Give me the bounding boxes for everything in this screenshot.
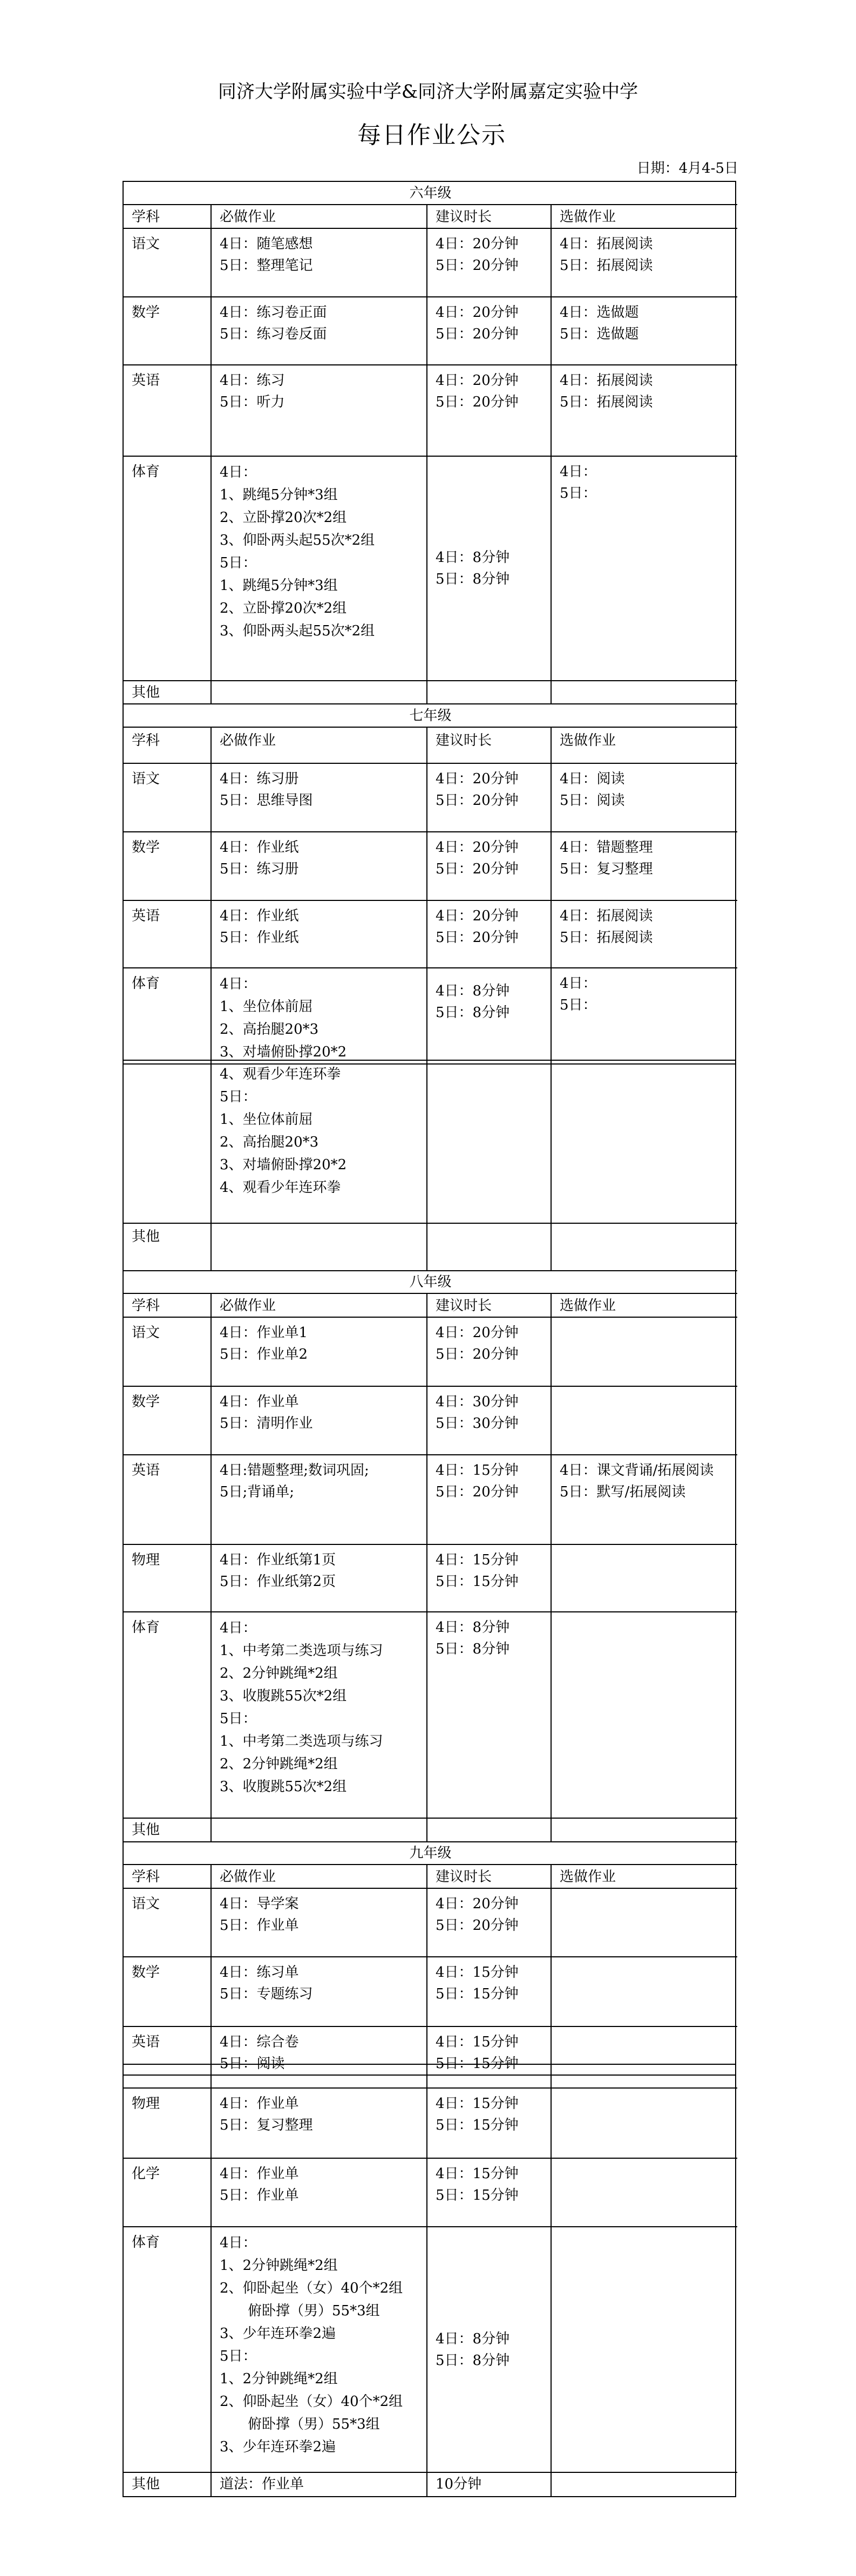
col-subject: 学科 — [124, 1865, 211, 1888]
homework-table-page-3 — [123, 2064, 736, 2497]
optional-cell — [551, 2472, 737, 2496]
required-cell: 4日：作业纸第1页 5日：作业纸第2页 — [211, 1544, 427, 1612]
required-cell: 4日： 1、2分钟跳绳*2组 2、仰卧起坐（女）40个*2组 俯卧撑（男）55*3组 3、少年连环拳2遍 5日： 1、2分钟跳绳*2组 2、仰卧起坐（女）40个*2组 俯卧撑（男）55*3组 3、少年连环拳2遍 — [211, 2227, 427, 2472]
col-optional: 选做作业 — [551, 1293, 737, 1317]
subject-cell: 英语 — [124, 1455, 211, 1544]
subject-cell: 数学 — [124, 297, 211, 365]
required-cell: 4日： 1、坐位体前屈 2、高抬腿20*3 3、对墙俯卧撑20*2 — [211, 968, 427, 1063]
required-cell: 4日： 1、中考第二类选项与练习 2、2分钟跳绳*2组 3、收腹跳55次*2组 5日： 1、中考第二类选项与练习 2、2分钟跳绳*2组 3、收腹跳55次*2组 — [211, 1612, 427, 1818]
required-cell: 4日： 1、跳绳5分钟*3组 2、立卧撑20次*2组 3、仰卧两头起55次*2组 5日： 1、跳绳5分钟*3组 2、立卧撑20次*2组 3、仰卧两头起55次*2组 — [211, 456, 427, 681]
row-g9-physics — [124, 2088, 737, 2158]
optional-cell: 4日：阅读 5日：阅读 — [551, 763, 737, 832]
optional-cell — [551, 1317, 737, 1386]
optional-cell: 4日： 5日： — [551, 456, 737, 681]
required-cell: 4、观看少年连环拳 5日： 1、坐位体前屈 2、高抬腿20*3 3、对墙俯卧撑20*2 4、观看少年连环拳 — [211, 1061, 427, 1223]
row-g8-chinese — [124, 1317, 737, 1386]
date-label: 日期：4月4-5日 — [636, 160, 738, 177]
subject-cell: 语文 — [124, 763, 211, 832]
duration-cell: 4日：30分钟 5日：30分钟 — [427, 1386, 551, 1455]
subject-cell: 语文 — [124, 1317, 211, 1386]
column-header-row — [124, 1865, 737, 1888]
column-header-row — [124, 727, 737, 763]
required-cell — [211, 681, 427, 704]
optional-cell — [551, 1223, 737, 1271]
optional-cell — [551, 1061, 737, 1223]
duration-cell: 4日：20分钟 5日：20分钟 — [427, 763, 551, 832]
optional-cell: 4日：拓展阅读 5日：拓展阅读 — [551, 228, 737, 297]
duration-cell: 4日：20分钟 5日：20分钟 — [427, 297, 551, 365]
row-g6-pe — [124, 456, 737, 681]
col-subject: 学科 — [124, 205, 211, 228]
col-optional: 选做作业 — [551, 727, 737, 763]
row-g7-pe — [124, 968, 737, 1063]
required-cell — [211, 1223, 427, 1271]
subject-cell: 语文 — [124, 228, 211, 297]
duration-cell — [427, 1223, 551, 1271]
duration-cell: 4日：8分钟 5日：8分钟 — [427, 2227, 551, 2472]
optional-cell — [551, 2227, 737, 2472]
subject-cell: 英语 — [124, 900, 211, 968]
duration-cell: 4日：20分钟 5日：20分钟 — [427, 900, 551, 968]
required-cell: 4日：练习卷正面 5日：练习卷反面 — [211, 297, 427, 365]
col-optional: 选做作业 — [551, 1865, 737, 1888]
school-title: 同济大学附属实验中学&同济大学附属嘉定实验中学 — [218, 81, 638, 103]
required-cell: 4日：作业纸 5日：作业纸 — [211, 900, 427, 968]
required-cell: 4日：综合卷 5日：阅读 — [211, 2026, 427, 2075]
grade-header-8 — [124, 1271, 737, 1293]
required-cell: 4日：随笔感想 5日：整理笔记 — [211, 228, 427, 297]
subject-cell: 数学 — [124, 1957, 211, 2026]
duration-cell: 4日：20分钟 5日：20分钟 — [427, 228, 551, 297]
subject-cell: 数学 — [124, 832, 211, 900]
row-g9-blank — [124, 2065, 737, 2088]
optional-cell — [551, 1818, 737, 1842]
subject-cell: 体育 — [124, 1612, 211, 1818]
duration-cell — [427, 1818, 551, 1842]
column-header-row — [124, 1293, 737, 1317]
optional-cell: 4日：拓展阅读 5日：拓展阅读 — [551, 900, 737, 968]
duration-cell: 4日：20分钟 5日：20分钟 — [427, 1317, 551, 1386]
subject-cell: 英语 — [124, 2026, 211, 2075]
required-cell: 道法：作业单 — [211, 2472, 427, 2496]
subject-cell: 物理 — [124, 2088, 211, 2158]
subject-cell: 体育 — [124, 2227, 211, 2472]
row-g7-other — [124, 1223, 737, 1271]
optional-cell — [551, 2088, 737, 2158]
duration-cell: 4日：8分钟 5日：8分钟 — [427, 1612, 551, 1818]
row-g6-other — [124, 681, 737, 704]
col-subject: 学科 — [124, 727, 211, 763]
subject-cell: 体育 — [124, 456, 211, 681]
required-cell: 4日：练习册 5日：思维导图 — [211, 763, 427, 832]
row-g6-math — [124, 297, 737, 365]
duration-cell — [427, 1061, 551, 1223]
grade-header-9 — [124, 1842, 737, 1865]
optional-cell — [551, 1957, 737, 2026]
optional-cell — [551, 1888, 737, 1957]
optional-cell: 4日：错题整理 5日：复习整理 — [551, 832, 737, 900]
row-g9-math — [124, 1957, 737, 2026]
required-cell: 4日：练习单 5日：专题练习 — [211, 1957, 427, 2026]
optional-cell — [551, 2158, 737, 2227]
required-cell: 4日:错题整理;数词巩固; 5日;背诵单; — [211, 1455, 427, 1544]
col-duration: 建议时长 — [427, 1293, 551, 1317]
subject-cell: 语文 — [124, 1888, 211, 1957]
col-required: 必做作业 — [211, 1293, 427, 1317]
required-cell: 4日：作业单1 5日：作业单2 — [211, 1317, 427, 1386]
row-g8-physics — [124, 1544, 737, 1612]
optional-cell: 4日：拓展阅读 5日：拓展阅读 — [551, 365, 737, 456]
col-required: 必做作业 — [211, 1865, 427, 1888]
optional-cell: 4日： 5日： — [551, 968, 737, 1063]
grade-title: 七年级 — [124, 704, 737, 727]
col-duration: 建议时长 — [427, 205, 551, 228]
duration-cell: 4日：15分钟 5日：15分钟 — [427, 2026, 551, 2075]
subject-cell: 其他 — [124, 1223, 211, 1271]
duration-cell: 4日：15分钟 5日：20分钟 — [427, 1455, 551, 1544]
duration-cell: 10分钟 — [427, 2472, 551, 2496]
duration-cell: 4日：15分钟 5日：15分钟 — [427, 1544, 551, 1612]
col-duration: 建议时长 — [427, 727, 551, 763]
row-g6-english — [124, 365, 737, 456]
duration-cell: 4日：15分钟 5日：15分钟 — [427, 1957, 551, 2026]
grade-title: 六年级 — [124, 182, 737, 205]
required-cell: 4日：作业纸 5日：练习册 — [211, 832, 427, 900]
subject-cell — [124, 2065, 211, 2088]
col-required: 必做作业 — [211, 727, 427, 763]
subject-cell: 数学 — [124, 1386, 211, 1455]
grade-header-6 — [124, 182, 737, 205]
page-title: 每日作业公示 — [357, 121, 506, 149]
duration-cell: 4日：15分钟 5日：15分钟 — [427, 2158, 551, 2227]
homework-table-page-1 — [123, 181, 736, 1065]
required-cell — [211, 2065, 427, 2088]
duration-cell: 4日：8分钟 5日：8分钟 — [427, 456, 551, 681]
subject-cell: 物理 — [124, 1544, 211, 1612]
row-g8-pe — [124, 1612, 737, 1818]
optional-cell — [551, 2065, 737, 2088]
row-g7-math — [124, 832, 737, 900]
duration-cell: 4日：20分钟 5日：20分钟 — [427, 1888, 551, 1957]
required-cell: 4日：作业单 5日：复习整理 — [211, 2088, 427, 2158]
required-cell — [211, 1818, 427, 1842]
duration-cell — [427, 681, 551, 704]
row-g9-other — [124, 2472, 737, 2496]
optional-cell: 4日：课文背诵/拓展阅读 5日：默写/拓展阅读 — [551, 1455, 737, 1544]
optional-cell — [551, 1612, 737, 1818]
duration-cell — [427, 2065, 551, 2088]
required-cell: 4日：练习 5日：听力 — [211, 365, 427, 456]
subject-cell: 化学 — [124, 2158, 211, 2227]
column-header-row — [124, 205, 737, 228]
subject-cell: 其他 — [124, 681, 211, 704]
col-duration: 建议时长 — [427, 1865, 551, 1888]
optional-cell — [551, 1386, 737, 1455]
row-g8-english — [124, 1455, 737, 1544]
required-cell: 4日：导学案 5日：作业单 — [211, 1888, 427, 1957]
subject-cell: 体育 — [124, 968, 211, 1063]
subject-cell: 英语 — [124, 365, 211, 456]
row-g9-chinese — [124, 1888, 737, 1957]
duration-cell: 4日：15分钟 5日：15分钟 — [427, 2088, 551, 2158]
optional-cell: 4日：选做题 5日：选做题 — [551, 297, 737, 365]
col-required: 必做作业 — [211, 205, 427, 228]
row-g9-pe — [124, 2227, 737, 2472]
grade-title: 八年级 — [124, 1271, 737, 1293]
required-cell: 4日：作业单 5日：清明作业 — [211, 1386, 427, 1455]
row-g7-chinese — [124, 763, 737, 832]
duration-cell: 4日：20分钟 5日：20分钟 — [427, 365, 551, 456]
optional-cell — [551, 681, 737, 704]
row-g6-chinese — [124, 228, 737, 297]
subject-cell — [124, 1061, 211, 1223]
subject-cell: 其他 — [124, 2472, 211, 2496]
row-g8-math — [124, 1386, 737, 1455]
grade-title: 九年级 — [124, 1842, 737, 1865]
row-g9-chemistry — [124, 2158, 737, 2227]
col-subject: 学科 — [124, 1293, 211, 1317]
required-cell: 4日：作业单 5日：作业单 — [211, 2158, 427, 2227]
grade-header-7 — [124, 704, 737, 727]
col-optional: 选做作业 — [551, 205, 737, 228]
duration-cell: 4日：20分钟 5日：20分钟 — [427, 832, 551, 900]
row-g7-english — [124, 900, 737, 968]
row-g8-other — [124, 1818, 737, 1842]
row-g7-pe-continued — [124, 1061, 737, 1223]
optional-cell — [551, 1544, 737, 1612]
homework-table-page-2 — [123, 1060, 736, 2076]
subject-cell: 其他 — [124, 1818, 211, 1842]
duration-cell: 4日：8分钟 5日：8分钟 — [427, 968, 551, 1063]
